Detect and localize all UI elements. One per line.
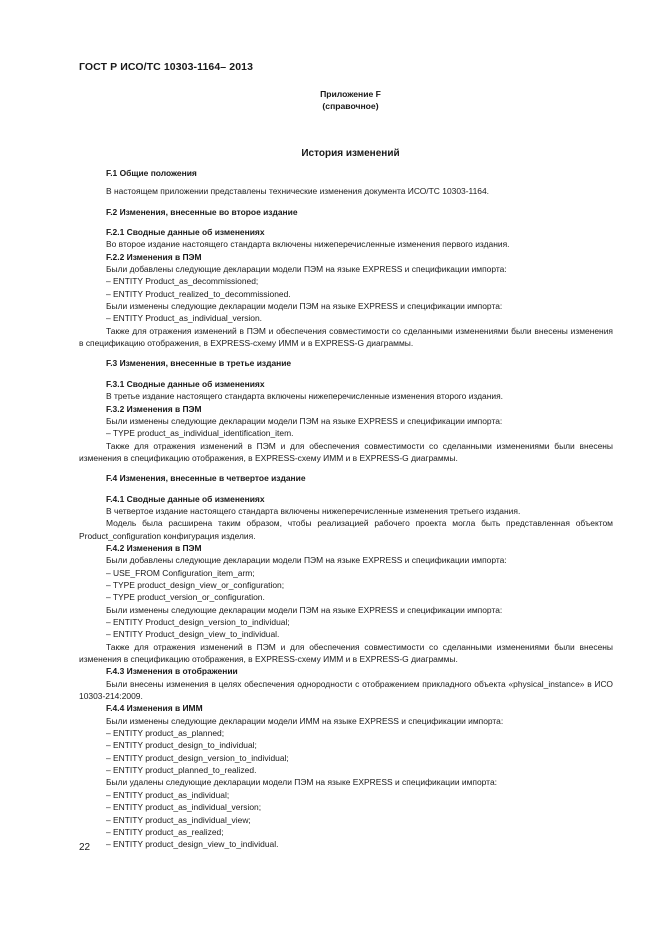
heading: F.4.1 Сводные данные об изменениях	[106, 493, 265, 504]
list-item: – ENTITY product_as_individual_version;	[106, 802, 262, 813]
heading: F.4 Изменения, внесенные в четвертое издание	[106, 473, 306, 484]
annex-title: Приложение F	[320, 89, 381, 99]
document-code: ГОСТ Р ИСО/ТС 10303-1164– 2013	[79, 61, 254, 73]
heading: F.3 Изменения, внесенные в третье издание	[106, 358, 292, 369]
paragraph: Также для отражения изменений в ПЭМ и обеспечения совместимости со сделанными изменениями были внесены изменения в спецификацию отображения, в EXPRESS-схему ИММ и в EXPRESS-G диаграммы.	[79, 325, 613, 349]
paragraph: Во второе издание настоящего стандарта включены нижеперечисленные изменения первого издания.	[106, 239, 510, 250]
list-item: – ENTITY product_design_to_individual;	[106, 740, 257, 751]
list-item: – ENTITY product_design_view_to_individual.	[106, 839, 279, 850]
heading: F.4.4 Изменения в ИММ	[106, 703, 203, 714]
list-item: – TYPE product_design_view_or_configuration;	[106, 579, 285, 590]
list-item: – ENTITY product_as_planned;	[106, 728, 225, 739]
paragraph: Были изменены следующие декларации модели ИММ на языке EXPRESS и спецификации импорта:	[106, 715, 504, 726]
paragraph: В настоящем приложении представлены технические изменения документа ИСО/ТС 10303-1164.	[106, 186, 490, 197]
paragraph: Также для отражения изменений в ПЭМ и для обеспечения совместимости со сделанными изменениями были внесены изменения в спецификацию отображения, в EXPRESS-схему ИММ и в EXPRESS-G диаграммы.	[79, 641, 613, 665]
list-item: – USE_FROM Configuration_item_arm;	[106, 567, 255, 578]
heading: F.2 Изменения, внесенные во второе издание	[106, 206, 298, 217]
paragraph: Были изменены следующие декларации модели ПЭМ на языке EXPRESS и спецификации импорта:	[106, 604, 503, 615]
list-item: – TYPE product_version_or_configuration.	[106, 592, 265, 603]
list-item: – ENTITY product_design_version_to_individual;	[106, 752, 289, 763]
heading: F.1 Общие положения	[106, 168, 197, 178]
list-item: – ENTITY product_as_individual;	[106, 789, 230, 800]
list-item: – ENTITY product_planned_to_realized.	[106, 765, 257, 776]
paragraph: В третье издание настоящего стандарта включены нижеперечисленные изменения второго издания.	[106, 391, 504, 402]
list-item: – ENTITY product_as_individual_view;	[106, 814, 251, 825]
section-title: История изменений	[301, 148, 400, 159]
list-item: – ENTITY Product_design_version_to_individual;	[106, 617, 290, 627]
list-item: – ENTITY product_as_realized;	[106, 826, 224, 837]
heading: F.4.2 Изменения в ПЭМ	[106, 542, 202, 553]
paragraph: Были изменены следующие декларации модели ПЭМ на языке EXPRESS и спецификации импорта:	[106, 301, 503, 312]
list-item: – ENTITY Product_realized_to_decommissioned.	[106, 288, 291, 299]
paragraph: Модель была расширена таким образом, чтобы реализацией рабочего проекта могла быть представленная объектом Product_configuration конфигурация изделия.	[79, 518, 613, 541]
heading: F.2.2 Изменения в ПЭМ	[106, 251, 202, 262]
document-body	[79, 167, 613, 851]
heading: F.3.2 Изменения в ПЭМ	[106, 403, 202, 414]
heading: F.2.1 Сводные данные об изменениях	[106, 227, 265, 238]
paragraph: Были изменены следующие декларации модели ПЭМ на языке EXPRESS и спецификации импорта:	[106, 415, 503, 426]
paragraph: В четвертое издание настоящего стандарта включены нижеперечисленные изменения третьего издания.	[106, 505, 521, 516]
page-number: 22	[79, 842, 91, 853]
paragraph: Были добавлены следующие декларации модели ПЭМ на языке EXPRESS и спецификации импорта:	[106, 555, 507, 566]
heading: F.3.1 Сводные данные об изменениях	[106, 378, 265, 389]
annex-kind: (справочное)	[322, 101, 379, 111]
list-item: – ENTITY Product_as_individual_version.	[106, 313, 263, 324]
paragraph: Также для отражения изменений в ПЭМ и для обеспечения совместимости со сделанными изменениями были внесены изменения в спецификацию отображения, в EXPRESS-схему ИММ и в EXPRESS-G диаграммы.	[79, 440, 613, 463]
paragraph: Были добавлены следующие декларации модели ПЭМ на языке EXPRESS и спецификации импорта:	[106, 264, 507, 275]
paragraph: Были внесены изменения в целях обеспечения однородности с отображением прикладного объекта «physical_instance» в ИСО 10303-214:2009.	[79, 678, 613, 702]
list-item: – ENTITY Product_design_view_to_individual.	[106, 629, 280, 640]
list-item: – ENTITY Product_as_decommissioned;	[106, 276, 259, 287]
paragraph: Были удалены следующие декларации модели ПЭМ на языке EXPRESS и спецификации импорта:	[106, 777, 497, 788]
list-item: – TYPE product_as_individual_identification_item.	[106, 428, 294, 439]
heading: F.4.3 Изменения в отображении	[106, 666, 238, 677]
